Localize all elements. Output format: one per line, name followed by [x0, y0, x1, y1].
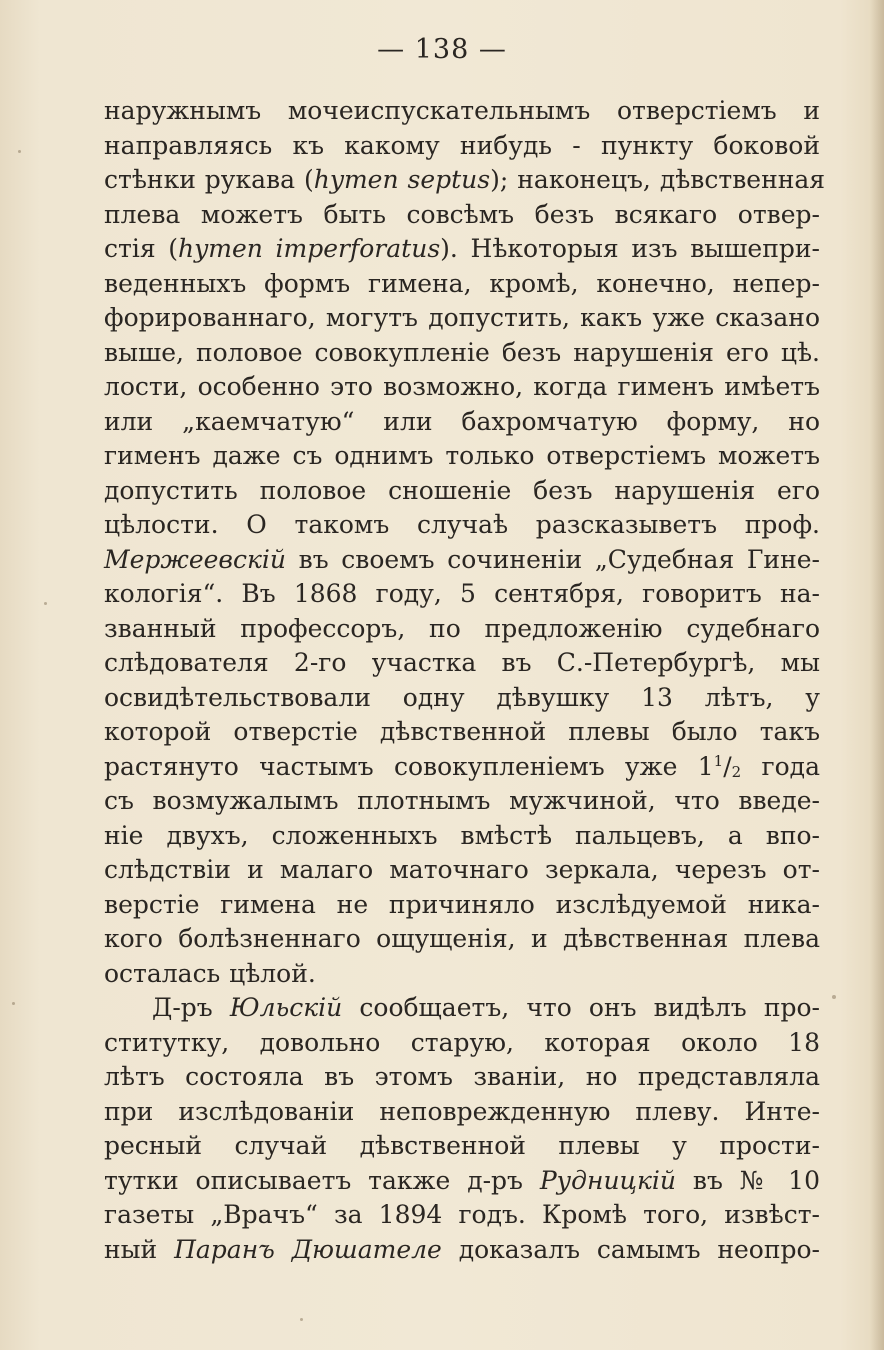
text-line: или „каемчатую“ или бахромчатую форму, но — [104, 406, 820, 436]
text-line: направляясь къ какому нибудь - пункту боковой — [104, 130, 820, 160]
fraction-denominator: 2 — [731, 762, 742, 781]
text-line — [104, 1164, 820, 1199]
text-segment: доказалъ самымъ неопро- — [441, 1234, 821, 1264]
text-line: лѣтъ состояла въ этомъ званіи, но представляла — [104, 1062, 820, 1091]
text-line: которой отверстіе дѣвственной плевы было такъ — [104, 717, 820, 746]
text-segment: стія ( — [104, 234, 179, 263]
text-line: слѣдствіи и малаго маточнаго зеркала, черезъ от- — [104, 855, 820, 884]
text-segment: въ своемъ сочиненіи „Судебная Гине- — [285, 544, 820, 574]
paper-speck — [12, 1002, 15, 1005]
text-segment: Д-ръ — [152, 993, 230, 1022]
text-line: плева можетъ быть совсѣмъ безъ всякаго отвер- — [104, 199, 820, 229]
paper-speck — [18, 150, 21, 153]
text-line: веденныхъ формъ гимена, кромѣ, конечно, непер- — [104, 268, 820, 298]
author-name: Юльскій — [229, 993, 343, 1022]
text-line: званный профессоръ, по предложенію судебнаго — [104, 613, 820, 643]
text-line: съ возмужалымъ плотнымъ мужчиной, что введе- — [104, 786, 820, 815]
text-segment: ); наконецъ, дѣвственная — [490, 165, 826, 194]
text-line: наружнымъ мочеиспускательнымъ отверстіемъ и — [104, 96, 820, 125]
latin-term: hymen septus — [313, 165, 491, 194]
paper-speck — [300, 1318, 303, 1321]
paper-speck — [44, 602, 47, 605]
text-line: при изслѣдованіи неповрежденную плеву. Инте- — [104, 1096, 820, 1126]
fraction-numerator: 1 — [713, 751, 724, 770]
text-line: выше, половое совокупленіе безъ нарушенія его цѣ. — [104, 337, 820, 367]
text-line — [104, 543, 820, 578]
body-text — [104, 94, 826, 1267]
text-line — [104, 1233, 820, 1268]
text-segment: сообщаетъ, что онъ видѣлъ про- — [342, 993, 820, 1022]
text-line — [104, 232, 820, 267]
author-name: Паранъ Дюшателе — [174, 1234, 442, 1264]
text-segment: растянуто частымъ совокупленіемъ уже 1 — [104, 751, 714, 781]
paper-speck — [832, 995, 836, 999]
page-number: — 138 — — [377, 34, 507, 65]
text-segment: ный — [104, 1234, 175, 1264]
text-segment: года — [741, 751, 820, 781]
text-line: осталась цѣлой. — [104, 958, 316, 988]
text-line: ресный случай дѣвственной плевы у прости- — [104, 1131, 820, 1160]
text-segment: ). Нѣкоторыя изъ вышепри- — [440, 234, 820, 263]
text-line: форированнаго, могутъ допустить, какъ уже сказано — [104, 303, 820, 332]
text-line: кого болѣзненнаго ощущенія, и дѣвственная плева — [104, 924, 820, 953]
text-line: допустить половое сношеніе безъ нарушенія его — [104, 475, 820, 505]
text-line: газеты „Врачъ“ за 1894 годъ. Кромѣ того, извѣст- — [104, 1200, 820, 1229]
text-line: цѣлости. О такомъ случаѣ разсказыветъ проф. — [104, 510, 820, 539]
text-line — [104, 750, 820, 785]
text-line — [104, 991, 820, 1026]
fraction-slash: / — [723, 751, 732, 781]
text-line: лости, особенно это возможно, когда гименъ имѣетъ — [104, 372, 820, 401]
text-line — [104, 163, 826, 198]
text-line: гименъ даже съ однимъ только отверстіемъ можетъ — [104, 441, 820, 470]
text-line: ніе двухъ, сложенныхъ вмѣстѣ пальцевъ, а впо- — [104, 820, 820, 850]
latin-term: hymen imperforatus — [178, 234, 441, 263]
author-name: Рудницкій — [539, 1165, 677, 1195]
text-line: верстіе гимена не причиняло изслѣдуемой ника- — [104, 889, 820, 919]
page-edge-shadow — [870, 0, 884, 1350]
author-name: Мержеевскій — [104, 544, 286, 574]
text-segment: въ № 10 — [676, 1165, 820, 1195]
text-line: ститутку, довольно старую, которая около 18 — [104, 1027, 820, 1057]
text-line: кологія“. Въ 1868 году, 5 сентября, говоритъ на- — [104, 579, 820, 608]
text-line: освидѣтельствовали одну дѣвушку 13 лѣтъ, у — [104, 682, 820, 712]
text-segment: тутки описываетъ также д-ръ — [104, 1165, 540, 1195]
text-segment: стѣнки рукава ( — [104, 165, 314, 194]
text-line: слѣдователя 2-го участка въ С.-Петербургѣ, мы — [104, 648, 820, 677]
